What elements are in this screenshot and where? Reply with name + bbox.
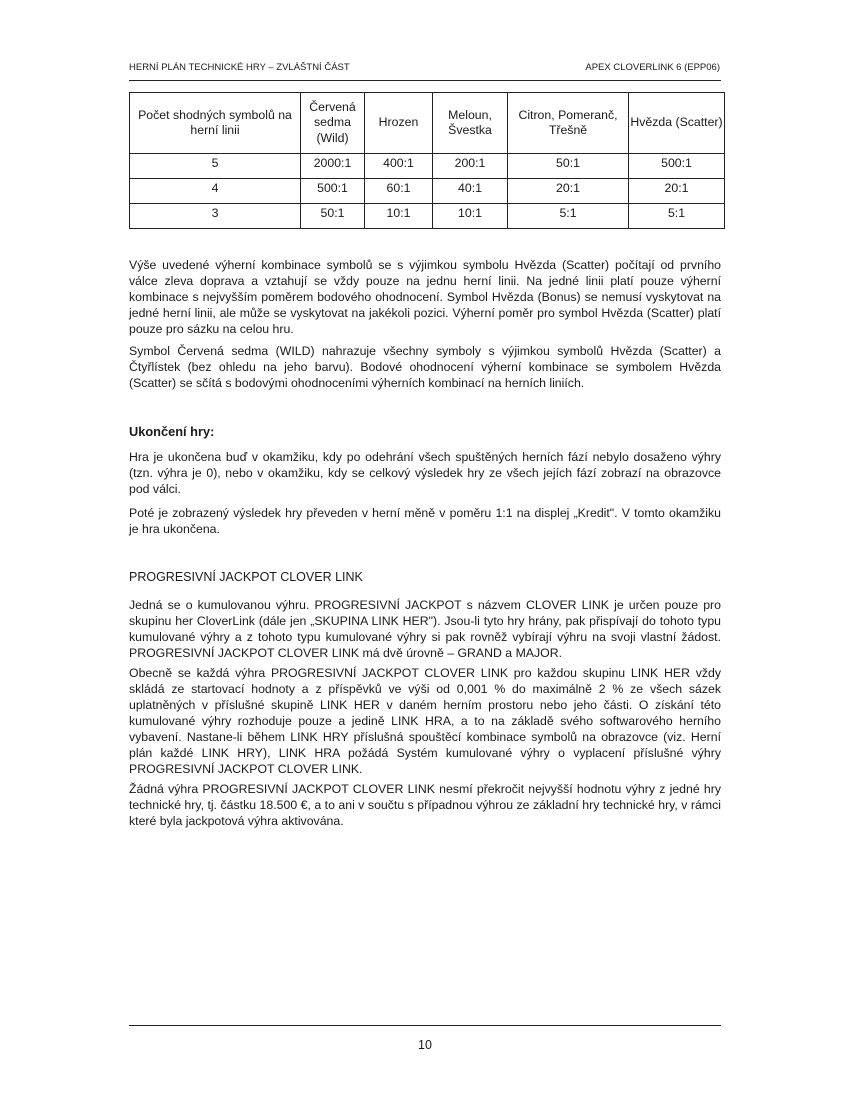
table-cell: 10:1 [365,204,433,229]
table-cell: 40:1 [433,179,508,204]
table-cell: 4 [130,179,301,204]
column-header: Hvězda (Scatter) [629,93,725,154]
column-header: Červená sedma (Wild) [301,93,365,154]
page-header [129,62,720,73]
wild-symbol-paragraph: Symbol Červená sedma (WILD) nahrazuje všechny symboly s výjimkou symbolů Hvězda (Scatter) a Čtyřlístek (bez ohledu na jeho barvu). Bodové ohodnocení výherní kombinace se symbolem Hvězda (Scatter) se sčítá s bodovými ohodnoceními výherních kombinací na herních liniích. [129,344,721,390]
page-number: 10 [418,1038,432,1052]
column-header: Počet shodných symbolů na herní linii [130,93,301,154]
table-cell: 2000:1 [301,154,365,179]
table-cell: 5:1 [508,204,629,229]
table-row [130,154,725,179]
jackpot-paragraph-1: Jedná se o kumulovanou výhru. PROGRESIVNÍ JACKPOT s názvem CLOVER LINK je určen pouze pro skupinu her CloverLink (dále jen „SKUPINA LINK HER"). Jsou-li tyto hry hrány, pak přispívají do tohoto typu kumulované výhry a z tohoto typu kumulované výhry si pak rovněž vybírají výhru na svoji vlastní žádost. PROGRESIVNÍ JACKPOT CLOVER LINK má dvě úrovně – GRAND a MAJOR. [129,598,721,660]
table-cell: 50:1 [301,204,365,229]
table-cell: 500:1 [301,179,365,204]
jackpot-heading: PROGRESIVNÍ JACKPOT CLOVER LINK [129,570,363,584]
table-cell: 5 [130,154,301,179]
column-header: Citron, Pomeranč, Třešně [508,93,629,154]
table-cell: 50:1 [508,154,629,179]
end-of-game-heading: Ukončení hry: [129,424,215,439]
header-left-title: HERNÍ PLÁN TECHNICKÉ HRY – ZVLÁŠTNÍ ČÁST [129,62,350,73]
table-cell: 10:1 [433,204,508,229]
header-divider [129,80,721,81]
footer-divider [129,1025,721,1026]
jackpot-paragraph-2: Obecně se každá výhra PROGRESIVNÍ JACKPOT CLOVER LINK pro každou skupinu LINK HER vždy skládá ze startovací hodnoty a z příspěvků ve výši od 0,001 % do maximálně 2 % ze všech sázek uplatněných v příslušné skupině LINK HER v daném herním prostoru nebo jeho části. O získání této kumulované výhry rozhoduje pouze a jedině LINK HRA, a to na základě svého softwarového herního vybavení. Nastane-li během LINK HRY příslušná spouštěcí kombinace symbolů na obrazovce (viz. Herní plán každé LINK HRY), LINK HRA požádá Systém kumulované výhry o vyplacení příslušné výhry PROGRESIVNÍ JACKPOT CLOVER LINK. [129,666,721,776]
table-cell: 200:1 [433,154,508,179]
paytable-explanation-paragraph: Výše uvedené výherní kombinace symbolů se s výjimkou symbolu Hvězda (Scatter) počítají od prvního válce zleva doprava a vztahují se vždy pouze na jednu herní linii. Na jedné linii platí pouze výherní kombinace s nejvyšším poměrem bodového ohodnocení. Symbol Hvězda (Bonus) se nemusí vyskytovat na jedné herní linii, ale může se vyskytovat na jakékoli pozici. Výherní poměr pro symbol Hvězda (Scatter) platí pouze pro sázku na celou hru. [129,258,721,336]
table-cell: 60:1 [365,179,433,204]
table-cell: 3 [130,204,301,229]
header-right-title: APEX CLOVERLINK 6 (EPP06) [585,62,720,73]
jackpot-paragraph-3: Žádná výhra PROGRESIVNÍ JACKPOT CLOVER LINK nesmí překročit nejvyšší hodnotu výhry z jedné hry technické hry, tj. částku 18.500 €, a to ani v součtu s případnou výhrou ze základní hry technické hry, v rámci které byla jackpotová výhra aktivována. [129,782,721,828]
end-of-game-paragraph-2: Poté je zobrazený výsledek hry převeden v herní měně v poměru 1:1 na displej „Kredit". V tomto okamžiku je hra ukončena. [129,506,721,536]
table-cell: 20:1 [508,179,629,204]
column-header: Hrozen [365,93,433,154]
table-row [130,204,725,229]
table-cell: 500:1 [629,154,725,179]
table-row [130,179,725,204]
paytable-header-row [130,93,725,154]
paytable [129,92,725,229]
table-cell: 5:1 [629,204,725,229]
table-cell: 20:1 [629,179,725,204]
end-of-game-paragraph-1: Hra je ukončena buď v okamžiku, kdy po odehrání všech spuštěných herních fází nebylo dosaženo výhry (tzn. výhra je 0), nebo v okamžiku, kdy se celkový výsledek hry ze všech jejích fází zobrazí na obrazovce pod válci. [129,450,721,496]
column-header: Meloun, Švestka [433,93,508,154]
table-cell: 400:1 [365,154,433,179]
